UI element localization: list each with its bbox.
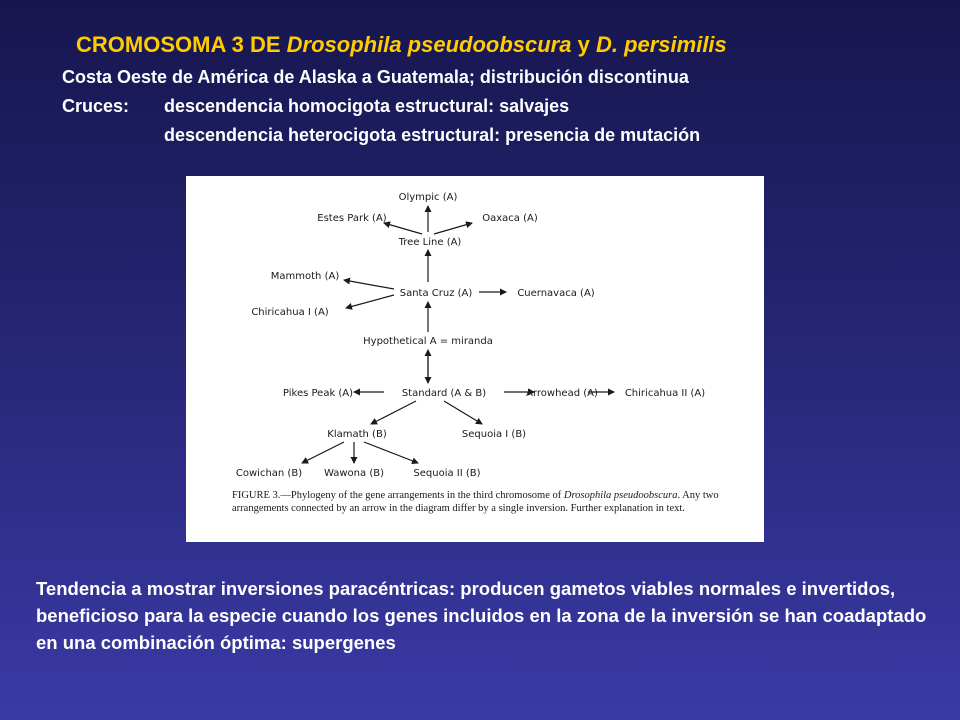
node-sequoia-2: Sequoia II (B): [413, 468, 481, 479]
title-part-1: CROMOSOMA 3 DE: [76, 32, 287, 57]
caption-lead: FIGURE 3.: [232, 490, 281, 501]
title-species-2: D. persimilis: [595, 32, 727, 57]
node-cowichan: Cowichan (B): [235, 468, 303, 479]
node-cuernavaca: Cuernavaca (A): [517, 288, 595, 299]
caption-text-1: —Phylogeny of the gene arrangements in the third chromosome of: [280, 490, 564, 501]
node-pikes-peak: Pikes Peak (A): [282, 388, 354, 399]
figure-caption: [232, 489, 752, 515]
phylogeny-figure: [186, 176, 764, 542]
caption-species: Drosophila pseudoobscura: [563, 490, 678, 501]
node-standard: Standard (A & B): [401, 388, 487, 399]
node-mammoth: Mammoth (A): [270, 271, 340, 282]
node-oaxaca: Oaxaca (A): [482, 213, 538, 224]
slide-title: [76, 32, 727, 58]
distribution-line: Costa Oeste de América de Alaska a Guatemala; distribución discontinua: [62, 67, 689, 87]
cruces-label: Cruces:: [62, 96, 130, 116]
node-sequoia-1: Sequoia I (B): [461, 429, 527, 440]
node-chiricahua-1: Chiricahua I (A): [251, 307, 329, 318]
bottom-paragraph: Tendencia a mostrar inversiones paracéntricas: producen gametos viables normales e invertidos, beneficioso para la especie cuando los genes incluidos en la zona de la inversión se han coadaptado en una combinación óptima: supergenes: [36, 578, 927, 653]
node-arrowhead: Arrowhead (A): [526, 388, 598, 399]
caption-text-2: . Any two arrangements connected by an arrow in the diagram differ by a single inversion. Further explanation in text.: [232, 490, 719, 514]
node-wawona: Wawona (B): [324, 468, 384, 479]
phylogeny-diagram: [186, 176, 764, 542]
phylogeny-nodes: [236, 192, 705, 479]
node-olympic: Olympic (A): [398, 192, 458, 203]
cruces-line-2: descendencia heterocigota estructural: presencia de mutación: [164, 125, 701, 145]
node-estes-park: Estes Park (A): [317, 213, 387, 224]
node-santa-cruz: Santa Cruz (A): [399, 288, 473, 299]
node-hypothetical: Hypothetical A = miranda: [363, 336, 493, 347]
cruces-line-1: descendencia homocigota estructural: salvajes: [164, 96, 570, 116]
node-klamath: Klamath (B): [327, 429, 387, 440]
node-chiricahua-2: Chiricahua II (A): [624, 388, 706, 399]
title-part-3: y: [571, 32, 596, 57]
title-species-1: Drosophila pseudoobscura: [286, 32, 572, 57]
node-tree-line: Tree Line (A): [398, 237, 462, 248]
